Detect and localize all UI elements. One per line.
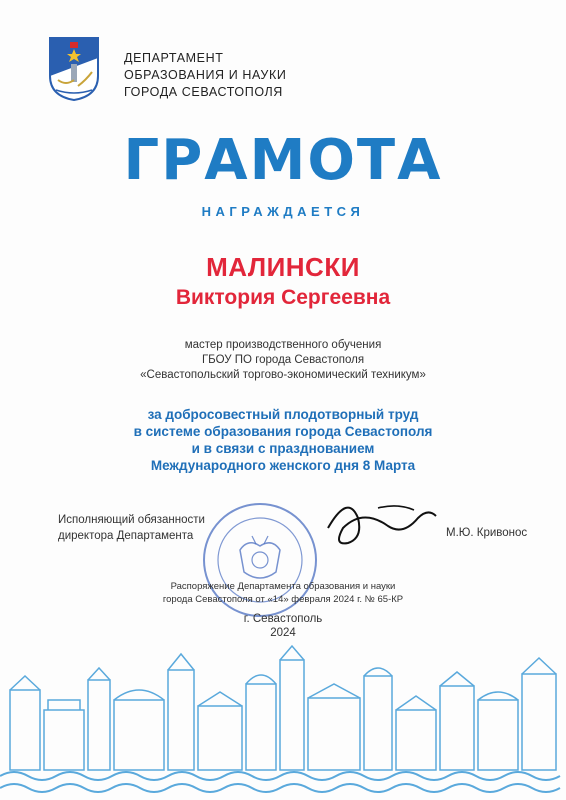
signer-name: М.Ю. Кривонос	[446, 527, 528, 539]
place-and-year	[0, 612, 566, 640]
department-name	[124, 50, 286, 101]
reason-line: Международного женского дня 8 Марта	[150, 458, 416, 473]
certificate-title: ГРАМОТА	[123, 128, 443, 193]
department-line: ОБРАЗОВАНИЯ И НАУКИ	[124, 68, 287, 82]
award-reason	[0, 406, 566, 474]
position-line: мастер производственного обучения	[184, 339, 382, 351]
year: 2024	[270, 627, 296, 639]
reason-line: в системе образования города Севастополя	[133, 424, 433, 439]
position-line: «Севастопольский торгово-экономический техникум»	[140, 369, 426, 381]
decree-line: Распоряжение Департамента образования и науки	[170, 581, 396, 592]
recipient-given-names: Виктория Сергеевна	[175, 286, 391, 309]
decree-reference	[0, 580, 566, 606]
decree-line: города Севастополя от «14» февраля 2024 г. № 65-КР	[162, 594, 404, 605]
recipient-surname: МАЛИНСКИ	[206, 252, 360, 282]
signer-title	[58, 512, 205, 544]
city-skyline-illustration	[0, 640, 566, 800]
recipient-position	[0, 338, 566, 383]
city-name: г. Севастополь	[243, 613, 323, 625]
signer-title-line: Исполняющий обязанности	[58, 514, 205, 526]
handwritten-signature	[318, 488, 448, 558]
signer-title-line: директора Департамента	[58, 530, 194, 542]
department-line: ГОРОДА СЕВАСТОПОЛЯ	[124, 85, 283, 99]
department-line: ДЕПАРТАМЕНТ	[124, 51, 224, 65]
position-line: ГБОУ ПО города Севастополя	[201, 354, 365, 366]
awarded-label: НАГРАЖДАЕТСЯ	[201, 204, 365, 219]
reason-line: за добросовестный плодотворный труд	[147, 407, 419, 422]
sevastopol-crest-icon	[48, 36, 100, 102]
reason-line: и в связи с празднованием	[191, 441, 375, 456]
